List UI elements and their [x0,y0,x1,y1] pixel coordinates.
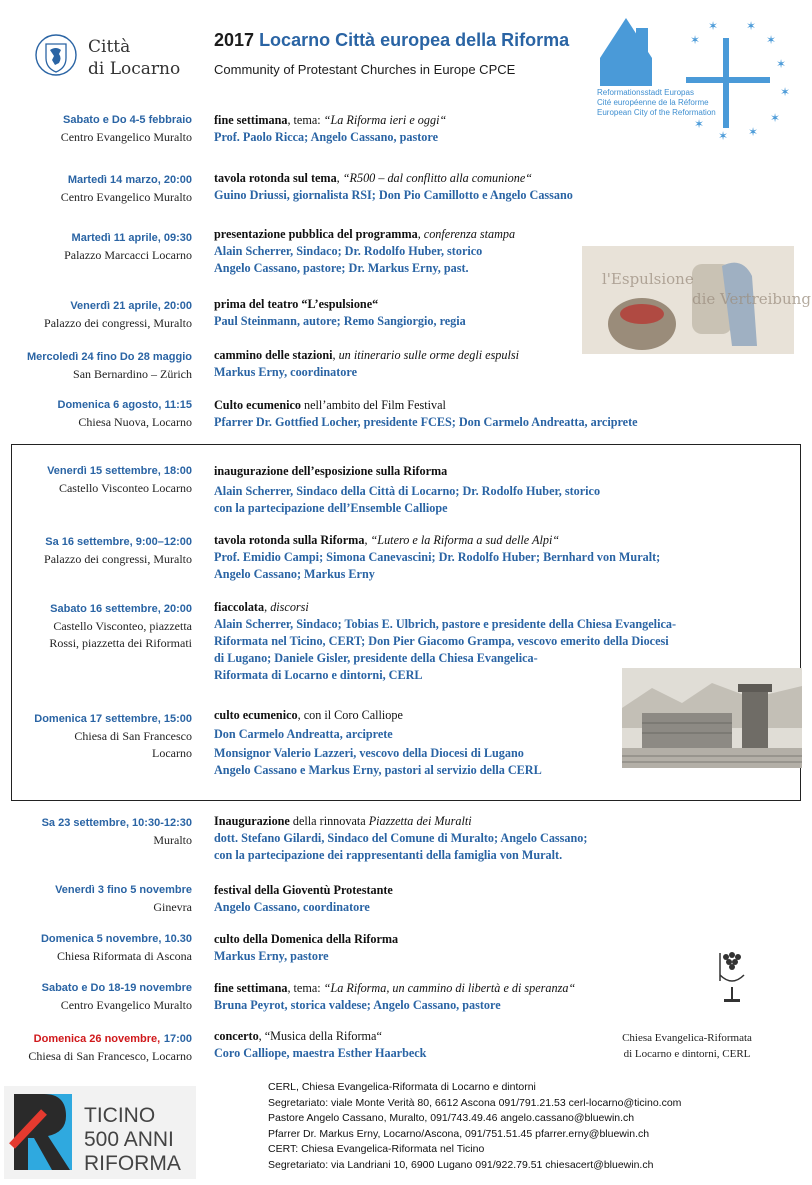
event-speakers-2: con la partecipazione dell’Ensemble Calliope [214,501,448,515]
page-subtitle: Community of Protestant Churches in Europe CPCE [214,62,516,77]
city-name [88,36,180,80]
event-12-what [214,882,804,916]
event-place: Centro Evangelico Muralto [60,130,192,144]
event-6-when [0,397,192,431]
event-speakers: dott. Stefano Gilardi, Sindaco del Comune di Muralto; Angelo Cassano; [214,831,588,845]
svg-text:✶: ✶ [690,33,701,47]
event-theme: conferenza stampa [423,227,516,241]
event-theme: “La Riforma, un cammino di libertà e di speranza“ [323,981,576,995]
event-7-what [214,463,804,517]
event-title: Inaugurazione [214,814,290,828]
event-13-when [0,931,192,965]
event-title: fine settimana [214,981,288,995]
ticino-500-anni-riforma-logo [4,1086,196,1179]
event-title: inaugurazione dell’esposizione sulla Riforma [214,464,448,478]
event-title-mid: , tema: [287,981,324,995]
city-name-line2: di Locarno [88,59,181,79]
svg-text:✶: ✶ [770,111,781,125]
event-speakers-3: Angelo Cassano e Markus Erny, pastori al servizio della CERL [214,763,542,777]
event-4-what [214,296,804,330]
event-speakers: Pfarrer Dr. Gottfied Locher, presidente FCES; Don Carmelo Andreatta, arciprete [214,415,638,429]
event-place: Chiesa Riformata di Ascona [57,949,192,963]
event-date: Venerdì 21 aprile, 20:00 [70,300,192,312]
reform-line1: Reformationsstadt Europas [597,88,694,97]
event-title-mid: , [336,171,343,185]
footer-contacts [268,1080,798,1174]
reform-line3: European City of the Reformation [597,108,716,117]
event-place: Chiesa di San Francesco [74,729,192,743]
event-place: Ginevra [153,900,192,914]
event-title-mid: , [417,227,424,241]
event-6-what [214,397,804,431]
cerl-label-line1: Chiesa Evangelica-Riformata [622,1032,752,1044]
event-11-what [214,813,804,864]
event-speakers-2: Angelo Cassano; Markus Erny [214,567,375,581]
event-5-when [0,349,192,383]
event-place: Castello Visconteo, piazzetta [53,619,192,633]
event-4-when [0,298,192,332]
event-title-mid: , tema: [287,113,324,127]
event-speakers: Alain Scherrer, Sindaco; Tobias E. Ulbrich, pastore e presidente della Chiesa Evangelica- [214,617,677,631]
event-time: 17:00 [163,1033,192,1045]
event-date: Venerdì 15 settembre, 18:00 [47,465,192,477]
event-speakers: Bruna Peyrot, storica valdese; Angelo Cassano, pastore [214,998,501,1012]
event-7-when [0,463,192,497]
event-date: Martedì 14 marzo, 20:00 [67,174,192,186]
event-theme: “R500 – dal conflitto alla comunione“ [342,171,533,185]
ticino-logo-line1: TICINO [84,1104,156,1127]
event-speakers: Prof. Emidio Campi; Simona Canevascini; Dr. Rodolfo Huber; Bernhard von Muralt; [214,550,661,564]
ticino-logo-line3: RIFORMA [84,1152,181,1175]
event-date: Sa 23 settembre, 10:30-12:30 [41,817,192,829]
event-date: Domenica 26 novembre, [33,1033,161,1045]
event-speakers-2: con la partecipazione dei rappresentanti della famiglia von Muralt. [214,848,563,862]
event-date: Sabato e Do 4-5 febbraio [63,114,192,126]
svg-text:✶: ✶ [694,117,705,131]
event-speakers: Coro Calliope, maestra Esther Haarbeck [214,1046,427,1060]
svg-text:✶: ✶ [708,19,719,33]
event-9-when [0,601,192,652]
city-coat-of-arms-icon [34,30,78,80]
event-speakers-3: di Lugano; Daniele Gisler, presidente della Chiesa Evangelica- [214,651,538,665]
svg-text:✶: ✶ [766,33,777,47]
event-14-when [0,980,192,1014]
event-date: Venerdì 3 fino 5 novembre [55,884,192,896]
event-10-when [0,711,192,762]
event-place: Castello Visconteo Locarno [58,481,192,495]
event-date: Mercoledì 24 fino Do 28 maggio [26,351,192,363]
event-title: culto della Domenica della Riforma [214,932,399,946]
event-place: Palazzo Marcacci Locarno [64,248,192,262]
event-place: Palazzo dei congressi, Muralto [44,316,192,330]
event-place-2: Locarno [152,746,192,760]
footer-line-4: Pfarrer Dr. Markus Erny, Locarno/Ascona, 091/751.51.45 pfarrer.erny@bluewin.ch [268,1127,650,1140]
event-date: Domenica 6 agosto, 11:15 [57,399,192,411]
event-date: Sabato 16 settembre, 20:00 [50,603,192,615]
event-11-when [0,815,192,849]
event-title-mid: , [264,600,271,614]
event-speakers-2: Monsignor Valerio Lazzeri, vescovo della Diocesi di Lugano [214,746,524,760]
event-speakers: Guino Driussi, giornalista RSI; Don Pio Camillotto e Angelo Cassano [214,188,573,202]
footer-line-5: CERT: Chiesa Evangelica-Riformata nel Ticino [268,1143,485,1156]
event-theme: Piazzetta dei Muralti [368,814,472,828]
title-text: Locarno Città europea della Riforma [259,30,570,50]
reform-line2: Cité européenne de la Réforme [597,98,709,107]
event-theme: “La Riforma ieri e oggi“ [323,113,447,127]
event-date: Sabato e Do 18-19 novembre [41,982,192,994]
event-15-when [0,1030,192,1065]
event-3-what [214,226,804,277]
event-title: fiaccolata [214,600,265,614]
event-speakers-2: Angelo Cassano, pastore; Dr. Markus Erny, past. [214,261,469,275]
event-title: festival della Gioventù Protestante [214,883,393,897]
svg-text:✶: ✶ [776,57,787,71]
footer-line-3: Pastore Angelo Cassano, Muralto, 091/743.49.46 angelo.cassano@bluewin.ch [268,1112,635,1125]
event-date: Sa 16 settembre, 9:00–12:00 [45,536,192,548]
event-theme: discorsi [270,600,309,614]
event-title: fine settimana [214,113,288,127]
city-name-line1: Città [88,37,131,57]
event-speakers: Alain Scherrer, Sindaco della Città di Locarno; Dr. Rodolfo Huber, storico [214,484,601,498]
event-3-when [0,230,192,264]
event-speakers: Markus Erny, coordinatore [214,365,357,379]
event-speakers: Angelo Cassano, coordinatore [214,900,370,914]
event-title: concerto [214,1029,259,1043]
event-5-what [214,347,804,381]
footer-line-6: Segretariato: via Landriani 10, 6900 Lugano 091/922.79.51 chiesacert@bluewin.ch [268,1158,654,1171]
event-speakers: Alain Scherrer, Sindaco; Dr. Rodolfo Huber, storico [214,244,483,258]
event-theme: un itinerario sulle orme degli espulsi [338,348,520,362]
title-year: 2017 [214,30,255,50]
event-title-mid: , “Musica della Riforma“ [258,1029,382,1043]
event-12-when [0,882,192,916]
event-title-mid: , con il Coro Calliope [297,708,403,722]
event-8-when [0,534,192,568]
event-title: prima del teatro “L’espulsione“ [214,297,379,311]
event-title-mid: , [364,533,371,547]
svg-text:✶: ✶ [718,129,729,143]
event-theme: “Lutero e la Riforma a sud delle Alpi“ [370,533,560,547]
event-title: cammino delle stazioni [214,348,333,362]
event-speakers: Markus Erny, pastore [214,949,329,963]
event-speakers: Paul Steinmann, autore; Remo Sangiorgio, regia [214,314,466,328]
event-place-2: Rossi, piazzetta dei Riformati [49,636,192,650]
event-1-what [214,112,804,146]
svg-text:✶: ✶ [780,85,791,99]
ticino-logo-line2: 500 ANNI [84,1128,174,1151]
event-date: Domenica 17 settembre, 15:00 [34,713,192,725]
svg-text:✶: ✶ [746,19,757,33]
event-place: San Bernardino – Zürich [73,367,192,381]
event-title-mid: nell’ambito del Film Festival [301,398,446,412]
event-title: presentazione pubblica del programma [214,227,418,241]
event-place: Palazzo dei congressi, Muralto [44,552,192,566]
event-1-when [0,112,192,146]
poster-caption2: die Vertreibung [692,290,811,308]
event-title: tavola rotonda sulla Riforma [214,533,365,547]
event-8-what [214,532,804,583]
svg-text:✶: ✶ [748,125,759,139]
event-date: Domenica 5 novembre, 10.30 [40,933,192,945]
event-speakers: Prof. Paolo Ricca; Angelo Cassano, pastore [214,130,438,144]
event-speakers: Don Carmelo Andreatta, arciprete [214,727,393,741]
cerl-label-line2: di Locarno e dintorni, CERL [623,1048,751,1060]
footer-line-1: CERL, Chiesa Evangelica-Riformata di Locarno e dintorni [268,1081,536,1093]
event-speakers-2: Riformata nel Ticino, CERT; Don Pier Giacomo Grampa, vescovo emerito della Diocesi [214,634,669,648]
event-title: culto ecumenico [214,708,298,722]
event-place: Centro Evangelico Muralto [60,190,192,204]
poster-caption: l'Espulsione [602,270,694,288]
event-date: Martedì 11 aprile, 09:30 [71,232,192,244]
event-title: Culto ecumenico [214,398,301,412]
page-title [214,30,569,51]
event-13-what [214,931,804,965]
event-place: Muralto [153,833,192,847]
event-place: Chiesa Nuova, Locarno [78,415,192,429]
footer-line-2: Segretariato: viale Monte Verità 80, 6612 Ascona 091/791.21.53 cerl-locarno@ticino.com [268,1096,682,1109]
event-title-mid: della rinnovata [289,814,369,828]
event-title-mid: , [332,348,339,362]
event-2-when [0,172,192,206]
event-place: Centro Evangelico Muralto [60,998,192,1012]
event-14-what [214,980,804,1014]
event-title: tavola rotonda sul tema [214,171,337,185]
event-9-what [214,599,804,684]
event-15-what [214,1028,804,1062]
event-speakers-4: Riformata di Locarno e dintorni, CERL [214,668,423,682]
event-10-what [214,707,804,779]
event-2-what [214,170,804,204]
event-place: Chiesa di San Francesco, Locarno [28,1049,192,1063]
